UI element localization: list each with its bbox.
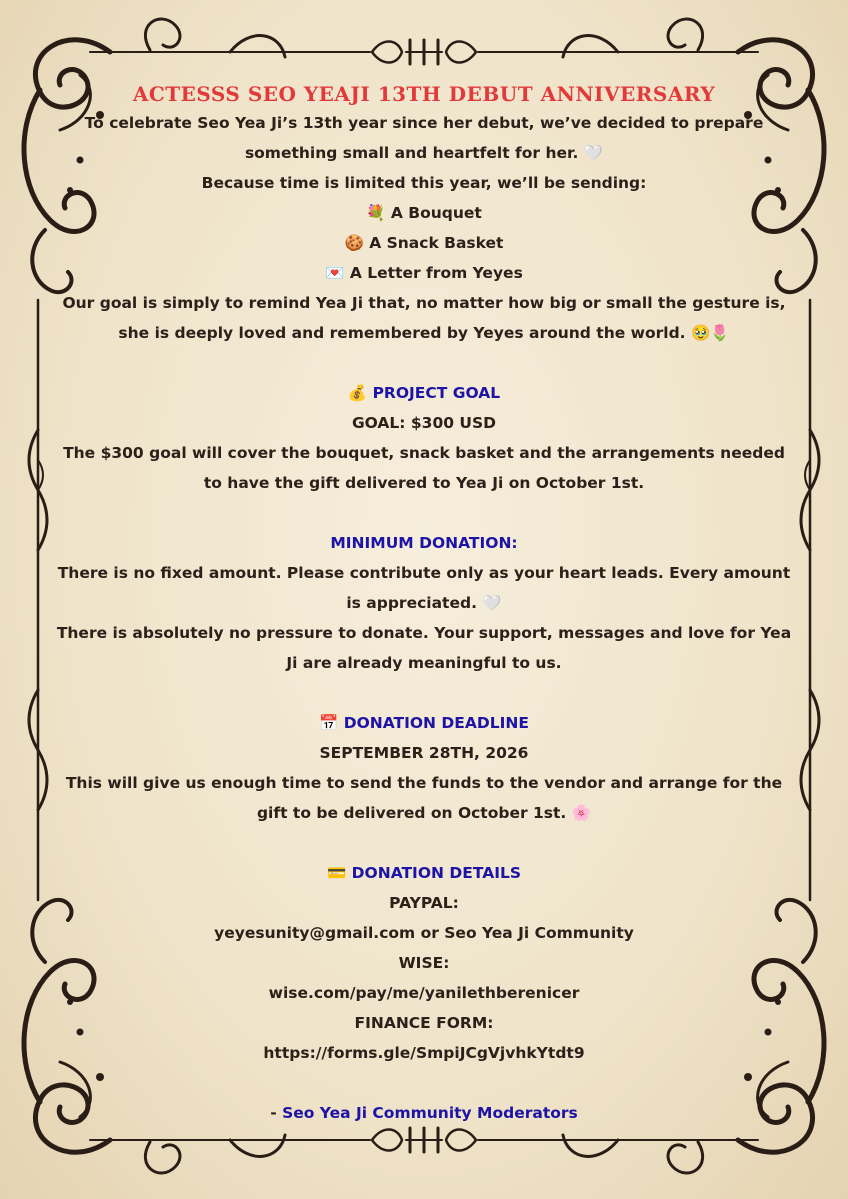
project-goal-heading: 💰 PROJECT GOAL: [347, 384, 501, 402]
deadline-description: This will give us enough time to send the funds to the vendor and arrange for the gift to be delivered on October 1st. 🌸: [65, 774, 783, 822]
wise-value: wise.com/pay/me/yanilethberenicer: [268, 984, 580, 1002]
intro-goal-text: Our goal is simply to remind Yea Ji that, no matter how big or small the gesture is, she is deeply loved and remembered by Yeyes around the world. 🥹🌷: [62, 294, 786, 342]
deadline-heading: 📅 DONATION DEADLINE: [319, 714, 529, 732]
minimum-donation-line-1: There is no fixed amount. Please contribute only as your heart leads. Every amount is appreciated. 🤍: [57, 564, 791, 612]
finance-form-label: FINANCE FORM:: [354, 1014, 494, 1032]
paypal-value: yeyesunity@gmail.com or Seo Yea Ji Community: [214, 924, 634, 942]
announcement-body: [55, 80, 793, 1128]
gift-item-bouquet: 💐 A Bouquet: [366, 204, 482, 222]
signature: [55, 1098, 793, 1128]
project-goal-amount: GOAL: $300 USD: [351, 414, 497, 432]
minimum-donation-heading: MINIMUM DONATION:: [330, 534, 518, 552]
gift-item-letter: 💌 A Letter from Yeyes: [325, 264, 523, 282]
deadline-date: SEPTEMBER 28TH, 2026: [319, 744, 529, 762]
intro-line-2: Because time is limited this year, we’ll be sending:: [201, 174, 647, 192]
page-title: ACTESSS SEO YEAJI 13TH DEBUT ANNIVERSARY: [132, 82, 716, 106]
finance-form-value: https://forms.gle/SmpiJCgVjvhkYtdt9: [263, 1044, 585, 1062]
gift-item-snack-basket: 🍪 A Snack Basket: [344, 234, 504, 252]
signature-name: Seo Yea Ji Community Moderators: [282, 1104, 578, 1122]
spacer: [55, 498, 793, 528]
spacer: [55, 348, 793, 378]
wise-label: WISE:: [398, 954, 450, 972]
minimum-donation-line-2: There is absolutely no pressure to donate. Your support, messages and love for Yea Ji are already meaningful to us.: [56, 624, 792, 672]
spacer: [55, 828, 793, 858]
project-goal-description: The $300 goal will cover the bouquet, snack basket and the arrangements needed to have the gift delivered to Yea Ji on October 1st.: [63, 444, 785, 492]
donation-details-heading: 💳 DONATION DETAILS: [326, 864, 521, 882]
paypal-label: PAYPAL:: [389, 894, 459, 912]
signature-dash: -: [270, 1104, 283, 1122]
intro-line-1: To celebrate Seo Yea Ji’s 13th year since her debut, we’ve decided to prepare something small and heartfelt for her. 🤍: [84, 114, 764, 162]
spacer: [55, 1068, 793, 1098]
spacer: [55, 678, 793, 708]
